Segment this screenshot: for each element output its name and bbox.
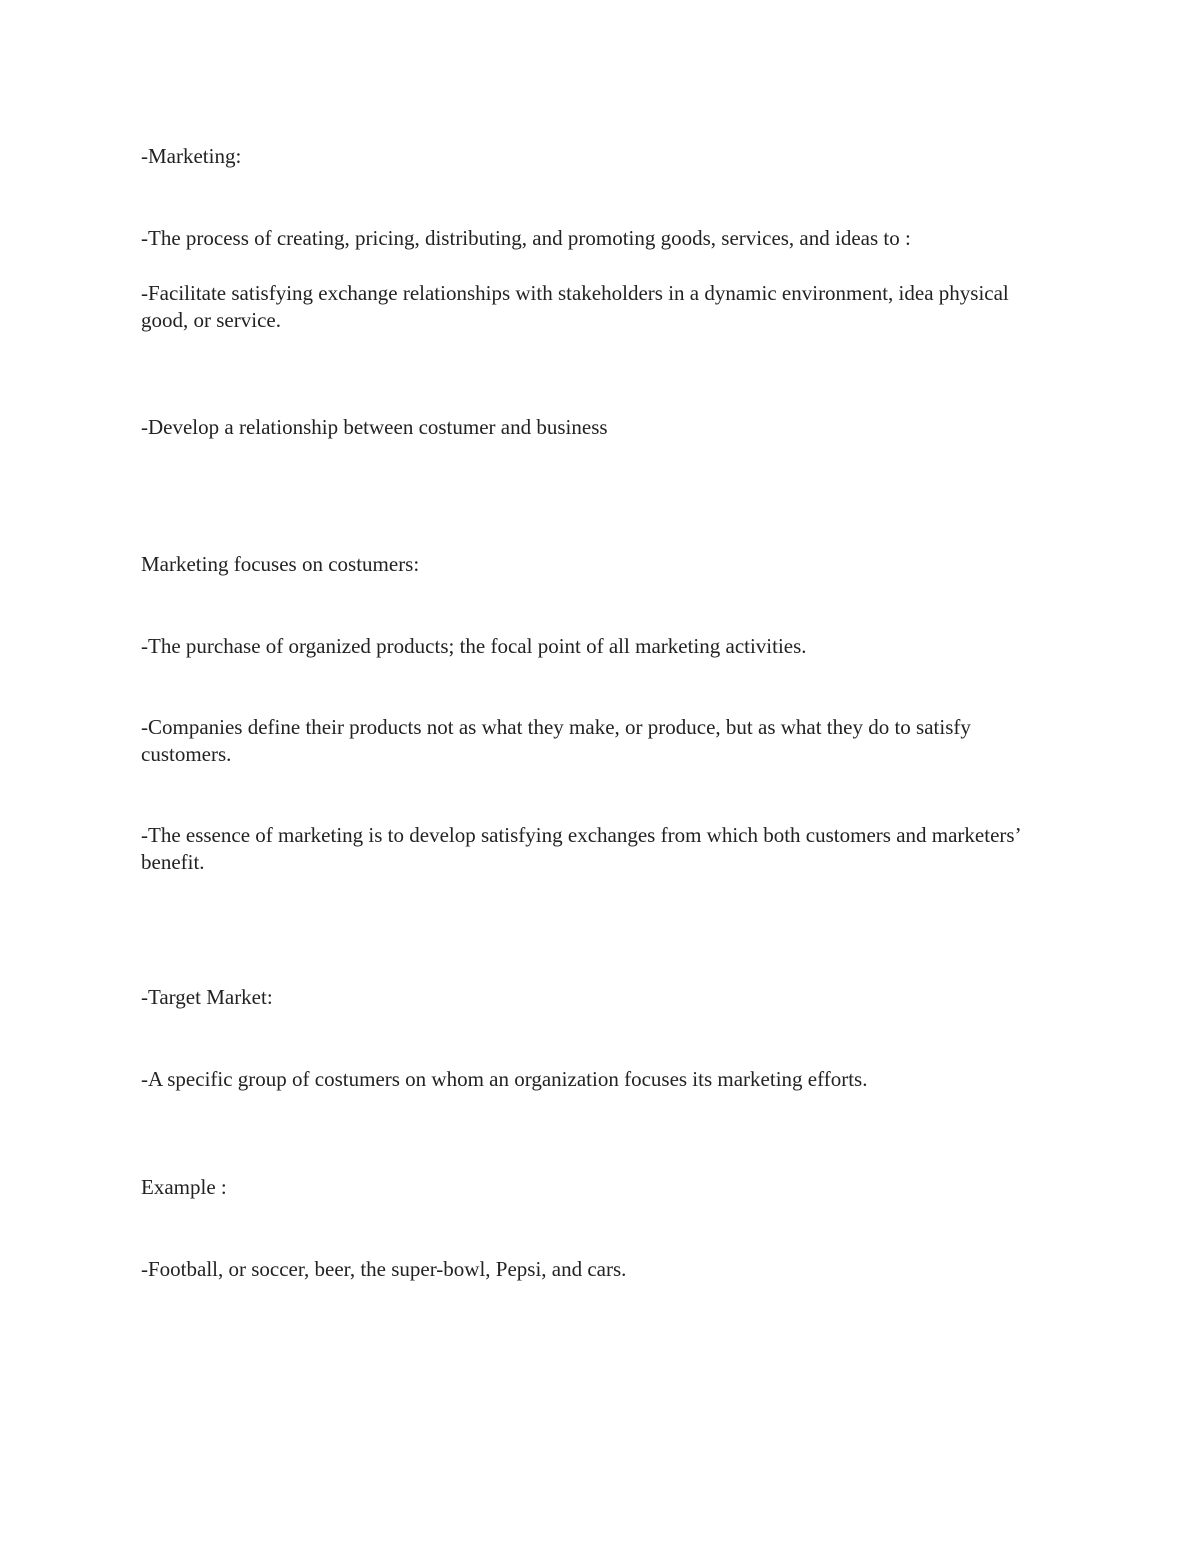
paragraph-develop-relationship: -Develop a relationship between costumer and business: [141, 415, 608, 439]
paragraph-companies-define: -Companies define their products not as what they make, or produce, but as what they do to satisfy customers.: [141, 715, 971, 766]
paragraph-purchase-focal-point: -The purchase of organized products; the focal point of all marketing activities.: [141, 634, 807, 658]
heading-example: Example :: [141, 1175, 227, 1199]
paragraph-facilitate-exchange: -Facilitate satisfying exchange relationships with stakeholders in a dynamic environment, idea physical good, or service.: [141, 281, 1009, 332]
paragraph-marketing-definition: -The process of creating, pricing, distributing, and promoting goods, services, and ideas to :: [141, 226, 911, 250]
heading-marketing: -Marketing:: [141, 144, 242, 168]
paragraph-essence-of-marketing: -The essence of marketing is to develop satisfying exchanges from which both customers and marketers’ benefit.: [141, 823, 1021, 874]
paragraph-specific-group: -A specific group of costumers on whom an organization focuses its marketing efforts.: [141, 1067, 868, 1091]
paragraph-example-list: -Football, or soccer, beer, the super-bowl, Pepsi, and cars.: [141, 1257, 627, 1281]
heading-marketing-focuses: Marketing focuses on costumers:: [141, 552, 420, 576]
heading-target-market: -Target Market:: [141, 985, 273, 1009]
